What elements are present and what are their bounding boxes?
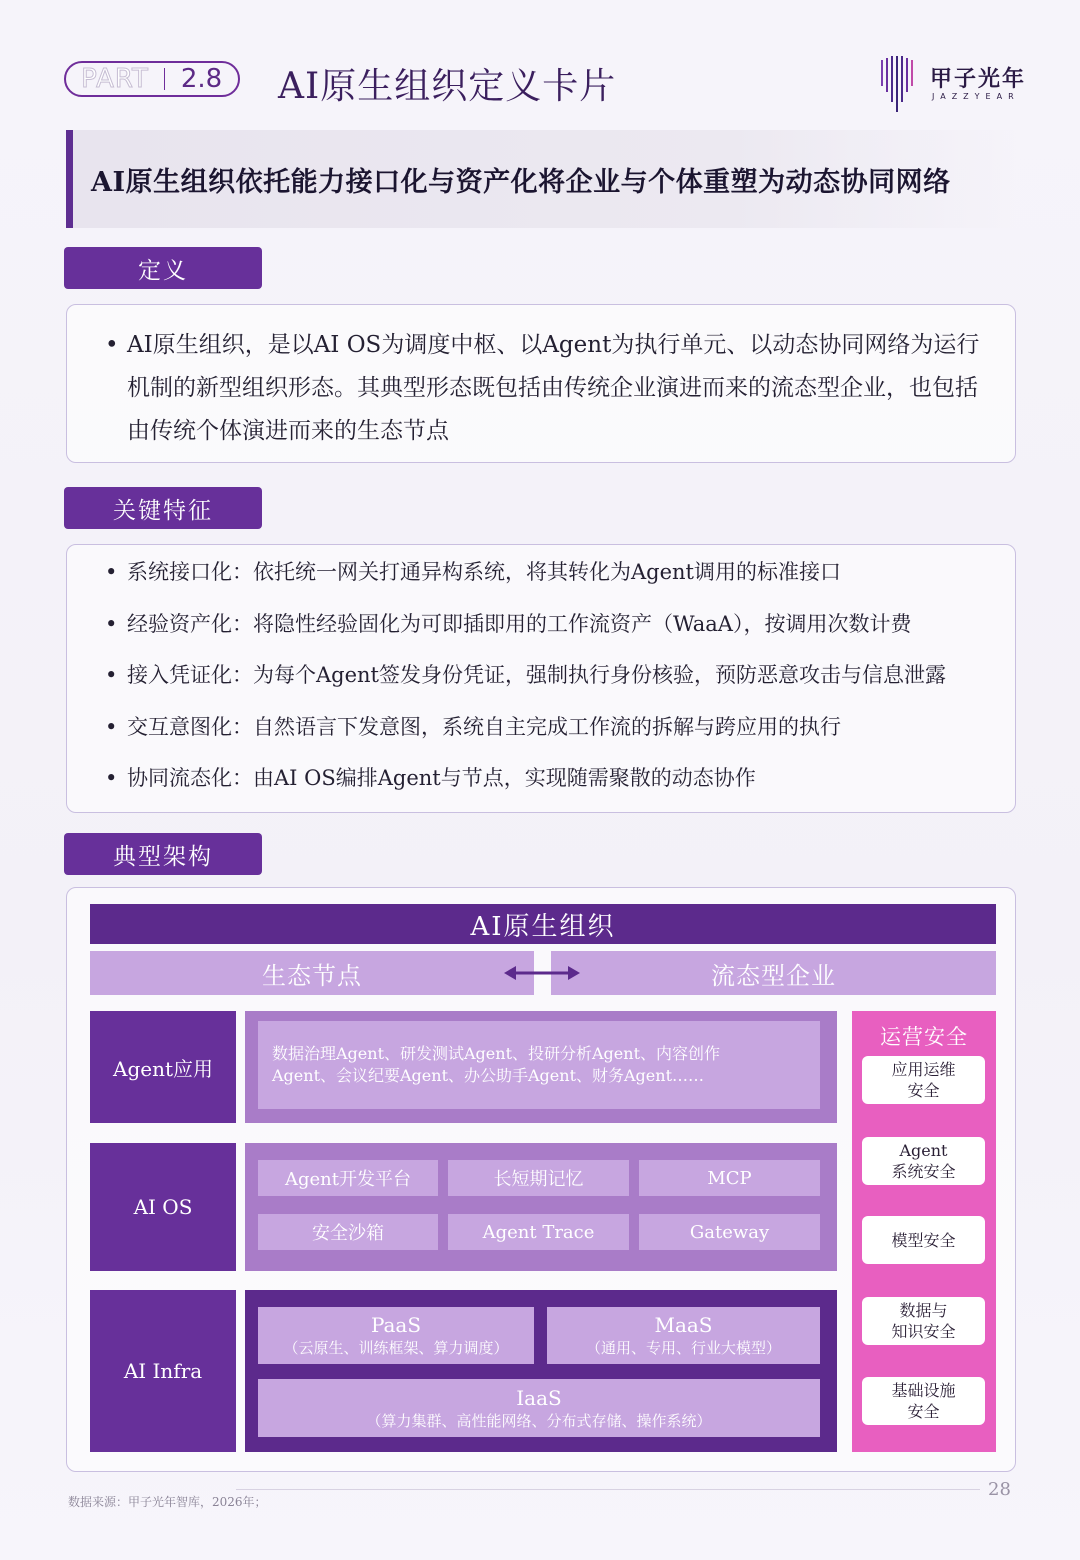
part-badge [64,61,240,97]
security-item: 应用运维 安全 [862,1056,985,1104]
ai-os-cell: Agent开发平台 [258,1160,438,1196]
agent-apps-panel [245,1011,837,1123]
security-title: 运营安全 [880,1025,968,1049]
definition-box [66,304,1016,463]
security-item: 数据与 知识安全 [862,1297,985,1345]
section-tab-definition: 定义 [64,247,262,289]
maas-cell [547,1307,820,1364]
row-label-agent-apps: Agent应用 [90,1011,236,1123]
feature-item: • 接入凭证化：为每个Agent签发身份凭证，强制执行身份核验，预防恶意攻击与信息泄露 [67,650,1015,702]
ai-infra-panel [245,1290,837,1452]
features-list [67,547,1015,805]
headline-banner [66,130,1016,228]
paas-desc: （云原生、训练框架、算力调度） [283,1339,509,1357]
part-label: PART [81,64,149,94]
ai-os-cell: 长短期记忆 [448,1160,629,1196]
agent-apps-text: 数据治理Agent、研发测试Agent、投研分析Agent、内容创作Agent、会议纪要Agent、办公助手Agent、财务Agent…… [258,1021,820,1109]
row-label-ai-os: AI OS [90,1143,236,1271]
feature-item: • 协同流态化：由AI OS编排Agent与节点，实现随需聚散的动态协作 [67,753,1015,805]
feature-item: • 经验资产化：将隐性经验固化为可即插即用的工作流资产（WaaA），按调用次数计费 [67,599,1015,651]
arch-sub-ecosystem-node: 生态节点 [90,951,534,995]
iaas-desc: （算力集群、高性能网络、分布式存储、操作系统） [366,1411,712,1430]
maas-name: MaaS [654,1313,713,1337]
security-item: Agent 系统安全 [862,1137,985,1185]
ai-os-panel [245,1143,837,1271]
definition-item: • AI原生组织，是以AI OS为调度中枢、以Agent为执行单元、以动态协同网络为运行机制的新型组织形态。其典型形态既包括由传统企业演进而来的流态型企业，也包括由传统个体演进而来的生态节点 [67,324,1015,453]
features-box [66,544,1016,813]
logo-text-cn: 甲子光年 [930,67,1027,92]
jazzyear-logo-icon [881,56,917,112]
ai-os-cell: Gateway [639,1214,820,1250]
section-tab-features: 关键特征 [64,487,262,529]
iaas-name: IaaS [516,1385,562,1410]
arch-top-bar: AI原生组织 [90,904,996,944]
page-number: 28 [988,1479,1011,1500]
security-item: 模型安全 [862,1216,985,1264]
ai-os-cell: Agent Trace [448,1214,629,1250]
row-label-ai-infra: AI Infra [90,1290,236,1452]
ai-os-cell: MCP [639,1160,820,1196]
feature-item: • 交互意图化：自然语言下发意图，系统自主完成工作流的拆解与跨应用的执行 [67,702,1015,754]
maas-desc: （通用、专用、行业大模型） [585,1339,781,1357]
feature-item: • 系统接口化：依托统一网关打通异构系统，将其转化为Agent调用的标准接口 [67,547,1015,599]
ai-os-cell: 安全沙箱 [258,1214,438,1250]
paas-name: PaaS [370,1313,422,1337]
data-source-note: 数据来源：甲子光年智库，2026年； [68,1495,267,1509]
definition-list [67,324,1015,453]
headline-text: AI原生组织依托能力接口化与资产化将企业与个体重塑为动态协同网络 [91,166,951,198]
iaas-cell [258,1379,820,1437]
paas-cell [258,1307,534,1364]
double-arrow-icon [504,962,580,984]
part-number: 2.8 [180,64,223,94]
logo-text-en: JAZZYEAR [932,92,1020,101]
arch-sub-fluid-enterprise: 流态型企业 [551,951,996,995]
section-tab-architecture: 典型架构 [64,833,262,875]
security-item: 基础设施 安全 [862,1377,985,1425]
page-title: AI原生组织定义卡片 [278,66,617,107]
footer-divider [236,1489,980,1490]
